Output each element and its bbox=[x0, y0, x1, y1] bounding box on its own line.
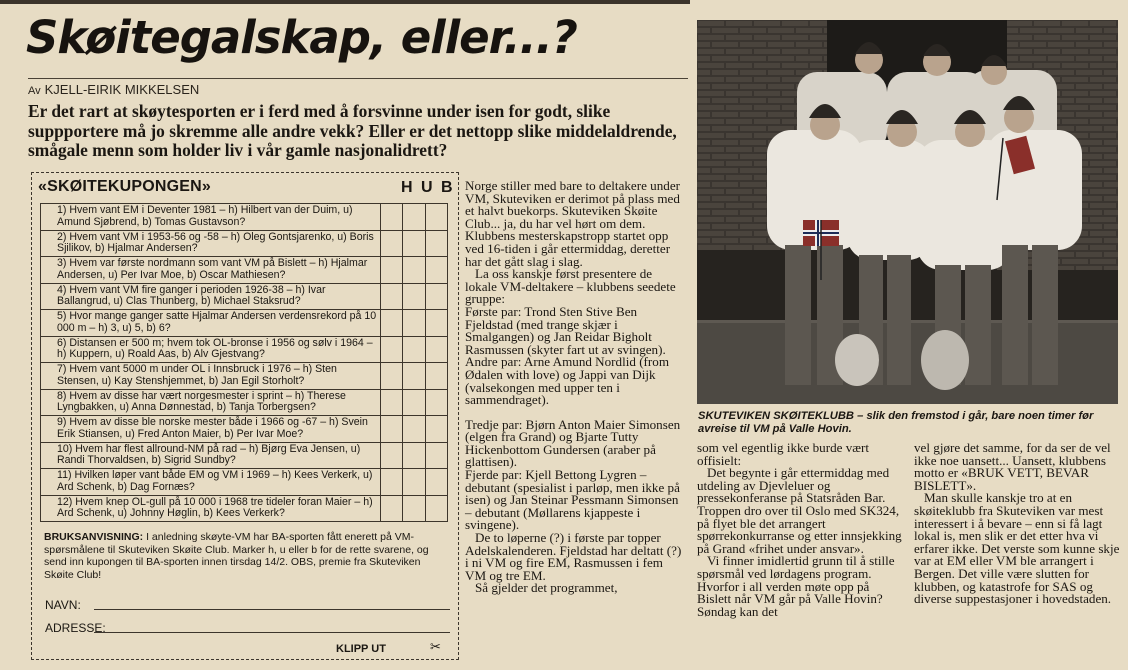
paragraph: Andre par: Arne Amund Nordlid (from Ødalen with love) og Jappi van Dijk (valsekongen med upper ten i sammendraget). bbox=[465, 354, 670, 408]
paragraph: Det begynte i går ettermiddag med utdeling av Djevleluer og pressekonferanse på Statsråden Bar. Troppen dro over til Oslo med SK324, på flyet ble det arrangert spørrekonkurranse og etter innsjekking på Grand «frihet under ansvar». bbox=[697, 465, 902, 556]
question-text: 3) Hvem var første nordmann som vant VM på Bislett – h) Hjalmar Andersen, u) Per Ivar Moe, b) Oscar Mathiesen? bbox=[41, 257, 381, 284]
question-text: 2) Hvem vant VM i 1953-56 og -58 – h) Oleg Gontsjarenko, u) Boris Sjilikov, b) Hjalmar Andersen? bbox=[41, 230, 381, 257]
answer-box-b[interactable] bbox=[425, 336, 447, 363]
instructions-text: I anledning skøyte-VM har BA-sporten fått enerett på VM-spørsmålene til Skuteviken Skøite Club. Marker h, u eller b for de rette svarene, og send inn kupongen til BA-sporten innen tirsdag 14/2. OBS, premie fra Skuteviken Skøite Club! bbox=[44, 531, 429, 581]
answer-box-h[interactable] bbox=[380, 257, 402, 284]
question-row bbox=[41, 230, 448, 257]
article-column-2 bbox=[697, 442, 902, 618]
answer-box-b[interactable] bbox=[425, 495, 447, 522]
answer-box-u[interactable] bbox=[403, 469, 425, 496]
question-text: 12) Hvem knep OL-gull på 10 000 i 1968 tre tideler foran Maier – h) Ard Schenk, u) Johnny Høglin, b) Kees Verkerk? bbox=[41, 495, 381, 522]
question-row bbox=[41, 495, 448, 522]
byline-prefix: Av bbox=[28, 85, 41, 97]
answer-box-u[interactable] bbox=[403, 204, 425, 231]
question-table bbox=[40, 203, 448, 522]
instructions-lead: BRUKSANVISNING: bbox=[44, 531, 144, 543]
question-text: 10) Hvem har flest allround-NM på rad – h) Bjørg Eva Jensen, u) Randi Thorvaldsen, b) Sigrid Sundby? bbox=[41, 442, 381, 469]
question-row bbox=[41, 204, 448, 231]
question-row bbox=[41, 363, 448, 390]
answer-box-b[interactable] bbox=[425, 204, 447, 231]
answer-box-h[interactable] bbox=[380, 283, 402, 310]
answer-box-u[interactable] bbox=[403, 336, 425, 363]
answer-box-u[interactable] bbox=[403, 310, 425, 337]
paragraph: Tredje par: Bjørn Anton Maier Simonsen (elgen fra Grand) og Bjarte Tutty Hickenbottom Gundersen (araber på glattisen). bbox=[465, 416, 681, 470]
question-text: 11) Hvilken løper vant både EM og VM i 1969 – h) Kees Verkerk, u) Ard Schenk, b) Dag Fornæs? bbox=[41, 469, 381, 496]
question-text: 7) Hvem vant 5000 m under OL i Innsbruck i 1976 – h) Sten Stensen, u) Kay Stenshjemmet, b) Jan Egil Storholt? bbox=[41, 363, 381, 390]
coupon-instructions bbox=[44, 531, 450, 581]
question-text: 4) Hvem vant VM fire ganger i perioden 1926-38 – h) Ivar Ballangrud, u) Clas Thunberg, b) Michael Staksrud? bbox=[41, 283, 381, 310]
answer-box-u[interactable] bbox=[403, 230, 425, 257]
name-label: NAVN: bbox=[45, 598, 81, 612]
question-row bbox=[41, 336, 448, 363]
paragraph: Vi finner imidlertid grunn til å stille spørsmål ved lørdagens program. Hvorfor i all verden møte opp på Bislett når VM går på Valle Hovin? Søndag kan det bbox=[697, 553, 895, 619]
team-photo bbox=[697, 20, 1118, 404]
answer-box-b[interactable] bbox=[425, 389, 447, 416]
answer-box-b[interactable] bbox=[425, 469, 447, 496]
answer-box-u[interactable] bbox=[403, 416, 425, 443]
answer-box-h[interactable] bbox=[380, 336, 402, 363]
answer-box-b[interactable] bbox=[425, 283, 447, 310]
paragraph: vel gjøre det samme, for da ser de vel ikke noe uansett... Uansett, klubbens motto er «BRUK VETT, BEVAR BISLETT». bbox=[914, 440, 1111, 493]
cut-label: KLIPP UT bbox=[336, 643, 386, 655]
answer-box-h[interactable] bbox=[380, 310, 402, 337]
byline bbox=[28, 78, 688, 97]
address-label: ADRESSE: bbox=[45, 621, 106, 635]
ingress: Er det rart at skøytesporten er i ferd med å forsvinne under isen for godt, slike suppportere må jo skremme alle andre vekk? Eller er det nettopp slike middelaldrende, smågale menn som holder liv i vår gamle nasjonalidrett? bbox=[28, 101, 677, 160]
paragraph: De to løperne (?) i første par topper Adelskalenderen. Fjeldstad har deltatt (?) i ni VM og fire EM, Rasmussen i fem VM og tre EM. bbox=[465, 530, 682, 583]
answer-box-h[interactable] bbox=[380, 230, 402, 257]
paragraph: Fjerde par: Kjell Bettong Lygren – debutant (spesialist i parløp, men ikke på isen) og Jan Steinar Pessmann Simonsen – debutant (Møllarens kjappeste i svingene). bbox=[465, 467, 680, 533]
hub-u-label: U bbox=[421, 179, 433, 196]
answer-box-h[interactable] bbox=[380, 204, 402, 231]
answer-box-h[interactable] bbox=[380, 416, 402, 443]
question-text: 8) Hvem av disse har vært norgesmester i sprint – h) Therese Lyngbakken, u) Anna Dønnestad, b) Tanja Torbergsen? bbox=[41, 389, 381, 416]
article-column-1 bbox=[465, 180, 685, 595]
paragraph: Første par: Trond Sten Stive Ben Fjeldstad (med trange skjær i Smalgangen) og Jan Reidar Bigholt Rasmussen (skyter fart ut av svingen). bbox=[465, 303, 666, 357]
article-column-3 bbox=[914, 442, 1120, 606]
answer-box-b[interactable] bbox=[425, 257, 447, 284]
coupon-title: «SKØITEKUPONGEN» bbox=[38, 178, 212, 195]
question-row bbox=[41, 257, 448, 284]
caption-lead: SKUTEVIKEN SKØITEKLUBB bbox=[698, 410, 855, 422]
paragraph: Så gjelder det programmet, bbox=[475, 580, 618, 596]
answer-box-b[interactable] bbox=[425, 230, 447, 257]
photo-caption bbox=[698, 410, 1118, 437]
answer-box-h[interactable] bbox=[380, 389, 402, 416]
question-text: 9) Hvem av disse ble norske mester både i 1966 og -67 – h) Svein Erik Stiansen, u) Fred Anton Maier, b) Per Ivar Moe? bbox=[41, 416, 381, 443]
paragraph: Man skulle kanskje tro at en skøiteklubb fra Skuteviken var mest interessert i å bevare – enn si få lagt lokal is, men slik er det etter hva vi erfarer ikke. Det verste som kunne skje var at EM eller VM ble arrangert i Bergen. Det ville være slutten for klubben, og katastrofe for SAS og diverse suppestasjoner i hovedstaden. bbox=[914, 490, 1120, 607]
question-row bbox=[41, 283, 448, 310]
answer-box-h[interactable] bbox=[380, 469, 402, 496]
coupon bbox=[31, 172, 459, 660]
answer-box-u[interactable] bbox=[403, 257, 425, 284]
question-row bbox=[41, 442, 448, 469]
hub-b-label: B bbox=[441, 179, 453, 196]
paragraph: Norge stiller med bare to deltakere under VM, Skuteviken er derimot på plass med et halvt buekorps. Skuteviken Skøite Club... ja, du har vel hørt om dem. Klubbens mesterskapstropp startet opp ved 16-tiden i går ettermiddag, deretter har det gått slag i slag. bbox=[465, 178, 680, 269]
answer-box-b[interactable] bbox=[425, 442, 447, 469]
question-row bbox=[41, 469, 448, 496]
top-rule bbox=[0, 0, 690, 4]
question-text: 1) Hvem vant EM i Deventer 1981 – h) Hilbert van der Duim, u) Amund Sjøbrend, b) Tomas Gustavson? bbox=[41, 204, 381, 231]
byline-author: KJELL-EIRIK MIKKELSEN bbox=[44, 82, 200, 97]
answer-box-b[interactable] bbox=[425, 363, 447, 390]
question-row bbox=[41, 389, 448, 416]
answer-box-h[interactable] bbox=[380, 495, 402, 522]
answer-box-u[interactable] bbox=[403, 363, 425, 390]
answer-box-b[interactable] bbox=[425, 416, 447, 443]
answer-box-b[interactable] bbox=[425, 310, 447, 337]
caption-text: – slik den fremstod i går, bare noen timer før avreise til VM på Valle Hovin. bbox=[698, 410, 1094, 436]
headline: Skøitegalskap, eller...? bbox=[26, 11, 577, 64]
scissors-icon: ✂ bbox=[430, 640, 441, 655]
hub-h-label: H bbox=[401, 179, 413, 196]
question-text: 5) Hvor mange ganger satte Hjalmar Andersen verdensrekord på 10 000 m – h) 3, u) 5, b) 6? bbox=[41, 310, 381, 337]
paragraph: La oss kanskje først presentere de lokale VM-deltakere – klubbens seedete gruppe: bbox=[465, 266, 676, 307]
address-field[interactable] bbox=[94, 620, 450, 633]
question-row bbox=[41, 310, 448, 337]
name-field[interactable] bbox=[94, 597, 450, 610]
answer-box-u[interactable] bbox=[403, 283, 425, 310]
answer-box-u[interactable] bbox=[403, 442, 425, 469]
answer-box-h[interactable] bbox=[380, 363, 402, 390]
paragraph: som vel egentlig ikke burde vært offisielt: bbox=[697, 440, 870, 468]
answer-box-u[interactable] bbox=[403, 389, 425, 416]
question-text: 6) Distansen er 500 m; hvem tok OL-bronse i 1956 og sølv i 1964 – h) Kuppern, u) Roald Aas, b) Alv Gjestvang? bbox=[41, 336, 381, 363]
question-row bbox=[41, 416, 448, 443]
answer-box-u[interactable] bbox=[403, 495, 425, 522]
answer-box-h[interactable] bbox=[380, 442, 402, 469]
team-photo-illustration bbox=[697, 20, 1118, 404]
